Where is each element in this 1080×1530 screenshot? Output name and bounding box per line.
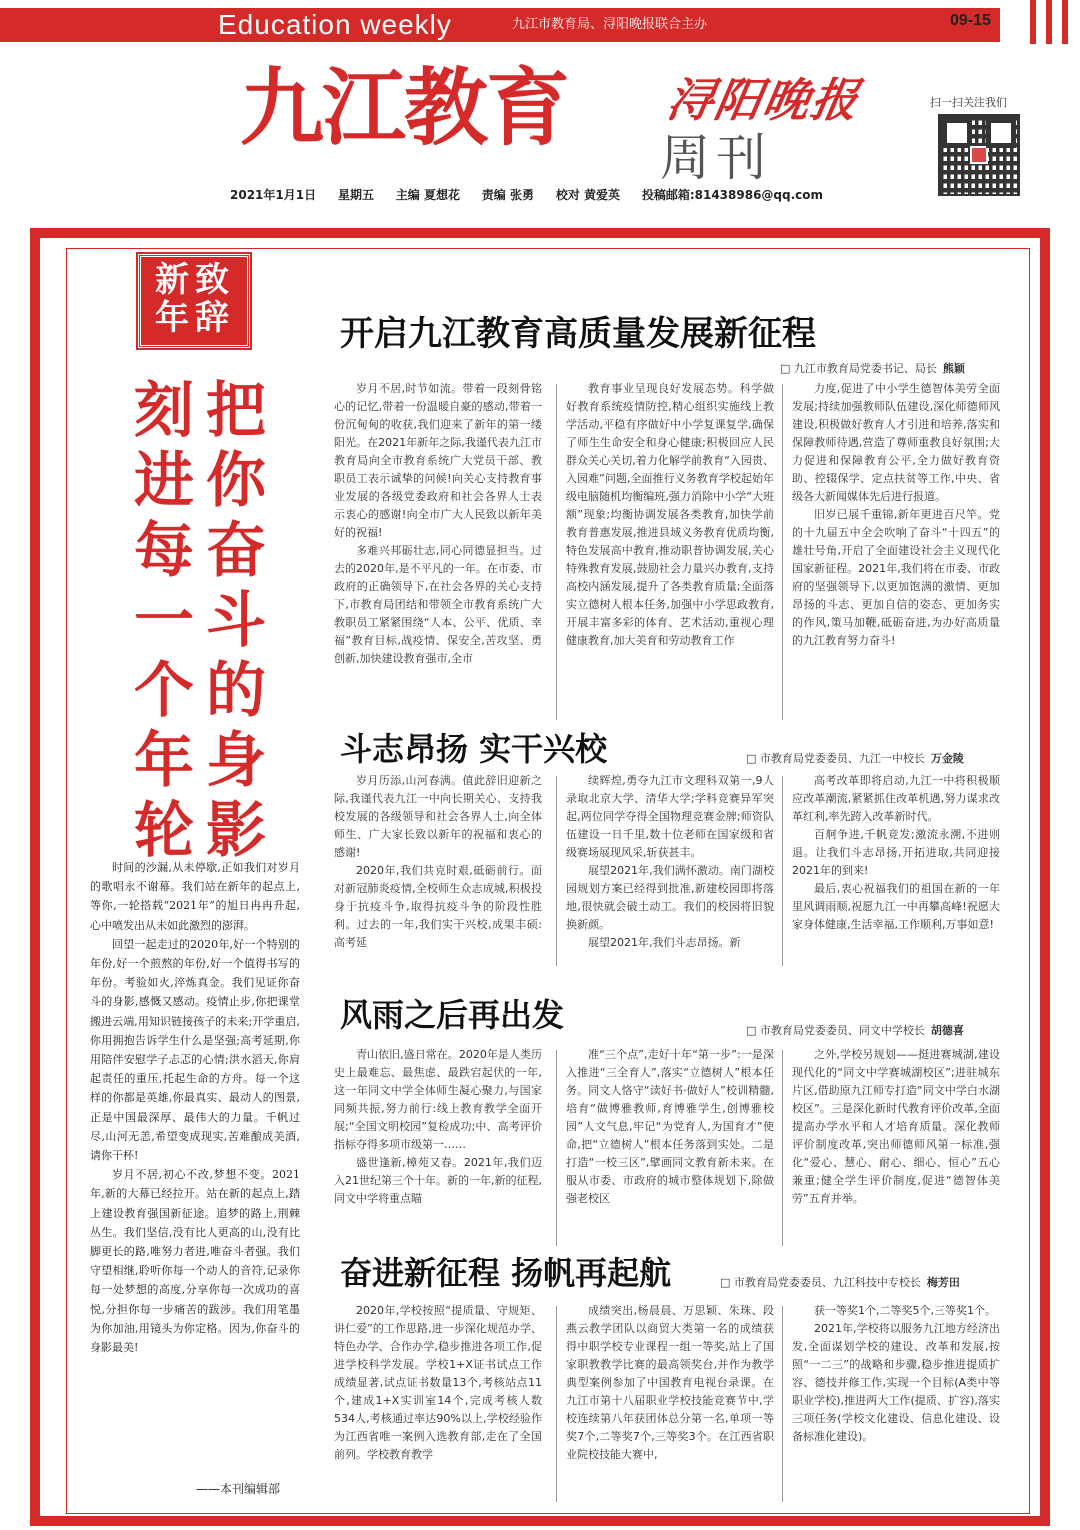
paragraph: 2020年,我们共克时艰,砥砺前行。面对新冠肺炎疫情,全校师生众志成城,积极投身于抗疫斗争,取得抗疫斗争的阶段性胜利。过去的一年,我们实干兴校,成果丰硕:高考延 bbox=[334, 864, 542, 949]
top-banner bbox=[0, 8, 1000, 42]
essay-signoff: ——本刊编辑部 bbox=[196, 1482, 281, 1496]
paragraph: 盛世逢新,樟苑又春。2021年,我们迈入21世纪第三个十年。新的一年,新的征程,同文中学将重点瞄 bbox=[334, 1156, 542, 1205]
paragraph: 力度,促进了中小学生德智体美劳全面发展;持续加强教师队伍建设,深化师德师风建设,积极做好教育人才引进和培养,落实和保障教师待遇,营造了尊师重教良好氛围;大力促进和保障教育公平,全力做好教育资助、控辍保学、定点扶贫等工作,中央、省级各大新闻媒体先后进行报道。 bbox=[792, 382, 1000, 503]
article-1-title: 开启九江教育高质量发展新征程 bbox=[340, 314, 816, 354]
paragraph: 高考改革即将启动,九江一中将积极顺应改革潮流,紧紧抓住改革机遇,努力谋求改革红利,率先跨入改革新时代。 bbox=[792, 774, 1000, 823]
article-2-column-1 bbox=[334, 772, 542, 952]
qr-logo-icon bbox=[970, 146, 988, 164]
qr-label: 扫一扫关注我们 bbox=[930, 96, 1007, 109]
byline-author: 胡德喜 bbox=[930, 1024, 964, 1037]
paragraph: 2021年,学校将以服务九江地方经济出发,全面谋划学校的建设、改革和发展,按照“一二三”的战略和步骤,稳步推进提质扩容、德技并修工作,实现一个目标(A类中等职业学校),推进两大工作(提质、扩容),落实三项任务(学校文化建设、信息化建设、设备标准化建设)。 bbox=[792, 1322, 1000, 1443]
new-year-tag bbox=[138, 254, 250, 348]
red-stripe-decoration bbox=[1046, 0, 1052, 44]
paragraph: 之外,学校另规划——挺进赛城湖,建设现代化的“同文中学赛城湖校区”;进驻城东片区,借助原九江师专打造“同文中学白水湖校区”。三是深化新时代教育评价改革,全面提高办学水平和人才培育质量。深化教师评价制度改革,突出师德师风第一标准,强化“爱心、慧心、耐心、细心、恒心”五心兼重;健全学生评价制度,促进“德智体美劳”五育并举。 bbox=[792, 1048, 1000, 1205]
article-4-column-2 bbox=[566, 1302, 774, 1464]
paragraph: 最后,衷心祝福我们的祖国在新的一年里风调雨顺,祝愿九江一中再攀高峰!祝愿大家身体健康,生活幸福,工作顺利,万事如意! bbox=[792, 882, 1000, 931]
column-divider bbox=[556, 384, 557, 720]
paragraph: 2020年,学校按照“提质量、守规矩、讲仁爱”的工作思路,进一步深化规范办学、特色办学、合作办学,稳步推进各项工作,促进学校科学发展。学校1+X证书试点工作成绩显著,试点证书数量13个,考核站点11个,建成1+X实训室14个,完成考核人数534人,考核通过率达90%以上,学校经验作为江西省唯一案例入选教育部,走在了全国前列。学校教育教学 bbox=[334, 1304, 542, 1461]
paragraph: 准“三个点”,走好十年“第一步”:一是深入推进“三全育人”,落实“立德树人”根本任务。同文人恪守“读好书·做好人”校训精髓,培育“做博雅教师,育博雅学生,创博雅校园”人文气息,牢记“为党育人,为国育才”使命,把“立德树人”根本任务落到实处。二是打造“一校三区”,擘画同文教育新未来。在服从市委、市政府的城市整体规划下,除做强老校区 bbox=[566, 1048, 774, 1205]
paragraph: 百舸争进,千帆竞发;激流永溯,不进则退。让我们斗志昂扬,开拓进取,共同迎接2021年的到来! bbox=[792, 828, 1000, 877]
article-3-column-3 bbox=[792, 1046, 1000, 1208]
article-2-column-2 bbox=[566, 772, 774, 952]
paragraph: 展望2021年,我们满怀激动。南门湖校园规划方案已经得到批准,新建校园即将落地,很快就会破土动工。我们的校园将旧貌换新颜。 bbox=[566, 864, 774, 931]
submission-email: 投稿邮箱:81438986@qq.com bbox=[641, 188, 824, 202]
column-divider bbox=[782, 1050, 783, 1246]
paragraph: 展望2021年,我们斗志昂扬。新 bbox=[588, 936, 741, 949]
article-3-title: 风雨之后再出发 bbox=[340, 996, 565, 1034]
column-divider bbox=[556, 1306, 557, 1502]
byline-role: □ 九江市教育局党委书记、局长 bbox=[780, 362, 937, 375]
byline-author: 梅芳田 bbox=[926, 1276, 960, 1289]
issue-weekday: 星期五 bbox=[337, 188, 374, 202]
article-3-byline bbox=[746, 1022, 964, 1038]
article-2-column-3 bbox=[792, 772, 1000, 934]
article-4-column-3 bbox=[792, 1302, 1000, 1446]
essay-paragraph: 时间的沙漏,从未停歇,正如我们对岁月的歌唱永不谢幕。我们站在新年的起点上,等你,一轮搭载“2021年”的旭日冉冉升起,心中喷发出从未如此激烈的澎湃。 bbox=[90, 861, 300, 932]
page-code: 09-15 bbox=[950, 12, 991, 29]
article-3-column-2 bbox=[566, 1046, 774, 1208]
organizers: 九江市教育局、浔阳晚报联合主办 bbox=[512, 17, 708, 32]
red-stripe-decoration bbox=[1062, 0, 1068, 44]
issue-date: 2021年1月1日 bbox=[230, 188, 317, 202]
editor: 责编 张勇 bbox=[481, 188, 534, 202]
paragraph: 教育事业呈现良好发展态势。科学做好教育系统疫情防控,精心组织实施线上教学活动,平稳有序做好中小学复课复学,确保了师生生命安全和身心健康;积极回应人民群众关心关切,着力化解学前教育“入园贵、入园难”问题,全面推行义务教育学校起始年级电脑随机均衡编班,强力消除中小学“大班额”现象;均衡协调发展各类教育,加快学前教育普惠发展,推进县域义务教育优质均衡,特色发展高中教育,推动职普协调发展,关心特殊教育发展,鼓励社会力量兴办教育,支持高校内涵发展,提升了各类教育质量;全面落实立德树人根本任务,加强中小学思政教育,开展丰富多彩的体育、艺术活动,重视心理健康教育,加大美育和劳动教育工作 bbox=[566, 382, 774, 647]
essay-paragraph: 回望一起走过的2020年,好一个特别的年份,好一个煎熬的年份,好一个值得书写的年份。考验如火,淬炼真金。我们见证你奋斗的身影,感慨又感动。疫情止步,你把课堂搬进云端,用知识链接孩子的未来;开学重启,你用拥抱告诉学生什么是坚强;高考延期,你用陪伴安慰学子忐忑的心情;洪水滔天,你肩起责任的重压,托起生命的方舟。每一个这样的你都是英雄,你最真实、最动人的图景,正是中国最深厚、最伟大的力量。千帆过尽,山河无恙,希望变成现实,苦难酿成美酒,请你干杯! bbox=[90, 937, 300, 1163]
column-divider bbox=[556, 1050, 557, 1246]
paragraph: 岁月不居,时节如流。带着一段刻骨铭心的记忆,带着一份温暖自豪的感动,带着一份沉甸甸的收获,我们迎来了新年的第一缕阳光。在2021年新年之际,我谨代表九江市教育局向全市教育系统广大党员干部、教职员工表示诚挚的问候!向关心支持教育事业发展的各级党委政府和社会各界人士表示衷心的感谢!向全市广大人民致以新年美好的祝福! bbox=[334, 382, 542, 539]
paragraph: 岁月历添,山河春满。值此辞旧迎新之际,我谨代表九江一中向长期关心、支持我校发展的各级领导和社会各界人士,向全体师生、广大家长致以新年的祝福和衷心的感谢! bbox=[334, 774, 542, 859]
article-3-column-1 bbox=[334, 1046, 542, 1208]
issue-info bbox=[230, 186, 841, 203]
masthead-title: 九江教育 bbox=[240, 59, 569, 157]
red-stripe-decoration bbox=[1030, 0, 1036, 44]
byline-role: □ 市教育局党委委员、同文中学校长 bbox=[746, 1024, 925, 1037]
byline-role: □ 市教育局党委委员、九江一中校长 bbox=[746, 752, 925, 765]
article-1-column-2 bbox=[566, 380, 774, 650]
article-1-column-1 bbox=[334, 380, 542, 668]
essay-paragraph: 岁月不居,初心不改,梦想不变。2021年,新的大幕已经拉开。站在新的起点上,踏上建设教育强国新征途。追梦的路上,荆棘丛生。我们坚信,没有比人更高的山,没有比脚更长的路,唯努力者进,唯奋斗者强。我们守望相继,聆听你每一个动人的音符,记录你每一处梦想的高度,分享你每一次成功的喜悦,分担你每一步痛苦的跋涉。我们用笔墨为你加油,用镜头为你定格。因为,你奋斗的身影最美! bbox=[90, 1168, 300, 1355]
article-4-title: 奋进新征程 扬帆再起航 bbox=[340, 1254, 672, 1292]
editorial-essay bbox=[90, 858, 300, 1357]
chief-editor: 主编 夏想花 bbox=[395, 188, 460, 202]
article-4-column-1 bbox=[334, 1302, 542, 1464]
column-divider bbox=[782, 776, 783, 966]
article-4-byline bbox=[720, 1274, 960, 1290]
article-1-column-3 bbox=[792, 380, 1000, 650]
byline-author: 熊颖 bbox=[942, 362, 965, 375]
paragraph: 多难兴邦砺壮志,同心同德显担当。过去的2020年,是不平凡的一年。在市委、市政府的正确领导下,在社会各界的关心支持下,市教育局团结和带领全市教育系统广大教职员工紧紧围绕“人本、公平、优质、幸福”教育目标,战疫情、保安全,苦攻坚、勇创新,加快建设教育强市,全市 bbox=[334, 544, 542, 665]
column-divider bbox=[556, 776, 557, 966]
paragraph: 续辉煌,勇夺九江市文理科双第一,9人录取北京大学、清华大学;学科竞赛异军突起,两位同学夺得全国物理竞赛金牌;师资队伍建设一日千里,数十位老师在国家级和省级赛场展现风采,斩获甚丰。 bbox=[566, 774, 774, 859]
proofreader: 校对 黄爱英 bbox=[555, 188, 620, 202]
paragraph: 获一等奖1个,二等奖5个,三等奖1个。 bbox=[814, 1304, 996, 1317]
paragraph: 旧岁已展千重锦,新年更进百尺竿。党的十九届五中全会吹响了奋斗“十四五”的雄壮号角,开启了全面建设社会主义现代化国家新征程。2021年,我们将在市委、市政府的坚强领导下,以更加饱满的激情、更加昂扬的斗志、更加自信的姿态、更加务实的作风,策马加鞭,砥砺奋进,为办好高质量的九江教育努力奋斗! bbox=[792, 508, 1000, 647]
english-title: Education weekly bbox=[218, 9, 452, 40]
byline-role: □ 市教育局党委委员、九江科技中专校长 bbox=[720, 1276, 921, 1289]
tag-line-1: 新年 bbox=[155, 260, 189, 338]
slogan-left-column: 刻进每一个年轮 bbox=[134, 376, 194, 866]
paragraph: 青山依旧,盛日常在。2020年是人类历史上最难忘、最焦虑、最跌宕起伏的一年,这一年同文中学全体师生凝心聚力,与国家同频共振,努力前行:线上教育教学全面开展;“全国文明校园”复检成功;中、高考评价指标夺得多项市级第一…… bbox=[334, 1048, 542, 1151]
article-2-byline bbox=[746, 750, 964, 766]
tag-line-2: 致辞 bbox=[195, 260, 229, 338]
slogan-right-column: 把你奋斗的身影 bbox=[206, 376, 266, 866]
article-1-byline bbox=[780, 360, 965, 376]
masthead-subtitle: 周刊 bbox=[660, 129, 772, 187]
article-2-title: 斗志昂扬 实干兴校 bbox=[340, 730, 608, 768]
paragraph: 成绩突出,杨晨晨、万思颖、朱珠、段燕云教学团队以商贸大类第一名的成绩获得中职学校专业课程一组一等奖,站上了国家职教教学比赛的最高领奖台,并作为教学典型案例参加了中国教育电视台录课。在九江市第十八届职业学校技能竞赛节中,学校连续第八年获团体总分第一名,单项一等奖7个,二等奖7个,三等奖3个。在江西省职业院校技能大赛中, bbox=[566, 1304, 774, 1461]
byline-author: 万金陵 bbox=[930, 752, 964, 765]
column-divider bbox=[782, 384, 783, 720]
partner-calligraphy: 浔阳晚报 bbox=[662, 73, 865, 127]
qr-code-icon[interactable] bbox=[938, 114, 1020, 196]
column-divider bbox=[782, 1306, 783, 1502]
